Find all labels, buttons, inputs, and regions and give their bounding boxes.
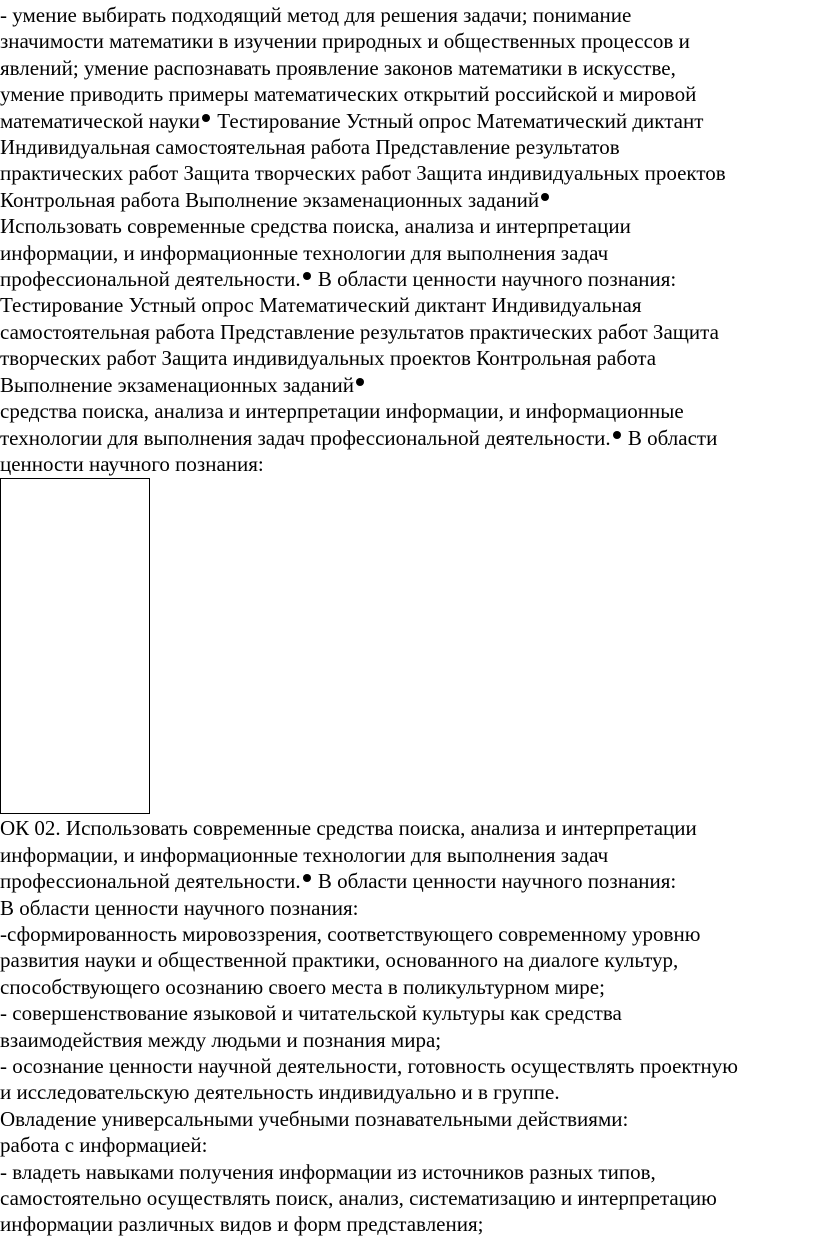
text-fragment: Тестирование Устный опрос Математический диктант bbox=[212, 108, 704, 133]
text-line: развития науки и общественной практики, основанного на диалоге культур, bbox=[0, 948, 679, 973]
text-line bbox=[0, 266, 816, 292]
text-line: явлений; умение распознавать проявление законов математики в искусстве, bbox=[0, 55, 676, 80]
text-line: творческих работ Защита индивидуальных проектов Контрольная работа bbox=[0, 346, 657, 371]
text-line: Овладение универсальными учебными познавательными действиями: bbox=[0, 1106, 629, 1131]
text-fragment: В области bbox=[622, 425, 718, 450]
text-line: самостоятельно осуществлять поиск, анализ, систематизацию и интерпретацию bbox=[0, 1186, 717, 1210]
text-fragment: профессиональной деятельности. bbox=[0, 267, 301, 292]
text-line: - владеть навыками получения информации из источников разных типов, bbox=[0, 1159, 656, 1184]
document-page bbox=[0, 2, 816, 1238]
text-line: информации, и информационные технологии для выполнения задач bbox=[0, 240, 609, 265]
text-fragment: профессиональной деятельности. bbox=[0, 869, 301, 894]
text-fragment: Контрольная работа Выполнение экзаменационных заданий bbox=[0, 187, 540, 212]
text-line: информации различных видов и форм представления; bbox=[0, 1212, 484, 1237]
bullet-icon bbox=[303, 874, 311, 882]
text-line bbox=[0, 868, 816, 894]
text-line: Использовать современные средства поиска, анализа и интерпретации bbox=[0, 214, 631, 239]
text-line bbox=[0, 187, 816, 213]
text-fragment: математической науки bbox=[0, 108, 201, 133]
text-line: самостоятельная работа Представление результатов практических работ Защита bbox=[0, 319, 719, 344]
text-line: - совершенствование языковой и читательской культуры как средства bbox=[0, 1001, 622, 1026]
text-line: - осознание ценности научной деятельности, готовность осуществлять проектную bbox=[0, 1053, 738, 1078]
text-fragment: В области ценности научного познания: bbox=[312, 267, 677, 292]
bullet-icon bbox=[541, 193, 549, 201]
text-line bbox=[0, 108, 816, 134]
text-line: средства поиска, анализа и интерпретации информации, и информационные bbox=[0, 399, 684, 424]
text-line: практических работ Защита творческих работ Защита индивидуальных проектов bbox=[0, 161, 726, 186]
paragraph-info-tools-fragment bbox=[0, 398, 816, 477]
text-line: ОК 02. Использовать современные средства поиска, анализа и интерпретации bbox=[0, 816, 697, 841]
text-line: Индивидуальная самостоятельная работа Представление результатов bbox=[0, 135, 620, 160]
text-line bbox=[0, 372, 816, 398]
text-line: информации, и информационные технологии для выполнения задач bbox=[0, 842, 609, 867]
text-line: В области ценности научного познания: bbox=[0, 895, 359, 920]
paragraph-ok02-details bbox=[0, 815, 816, 1238]
empty-table-cell bbox=[0, 478, 150, 814]
paragraph-ok02-info-tools bbox=[0, 213, 816, 398]
text-fragment: технологии для выполнения задач профессиональной деятельности. bbox=[0, 425, 611, 450]
text-line: - умение выбирать подходящий метод для решения задачи; понимание bbox=[0, 3, 632, 27]
bullet-icon bbox=[202, 114, 210, 122]
text-line: ценности научного познания: bbox=[0, 451, 264, 476]
text-line: взаимодействия между людьми и познания мира; bbox=[0, 1027, 442, 1052]
text-line: Тестирование Устный опрос Математический диктант Индивидуальная bbox=[0, 293, 642, 318]
text-fragment: В области ценности научного познания: bbox=[312, 869, 677, 894]
bullet-icon bbox=[356, 378, 364, 386]
paragraph-results-math-methods bbox=[0, 2, 816, 213]
bullet-icon bbox=[303, 272, 311, 280]
text-line bbox=[0, 425, 816, 451]
text-line: работа с информацией: bbox=[0, 1133, 208, 1158]
text-line: способствующего осознанию своего места в поликультурном мире; bbox=[0, 974, 605, 999]
bullet-icon bbox=[613, 431, 621, 439]
text-fragment: Выполнение экзаменационных заданий bbox=[0, 372, 355, 397]
text-line: -сформированность мировоззрения, соответствующего современному уровню bbox=[0, 921, 701, 946]
text-line: и исследовательскую деятельность индивидуально и в группе. bbox=[0, 1080, 560, 1105]
text-line: значимости математики в изучении природных и общественных процессов и bbox=[0, 29, 690, 54]
text-line: умение приводить примеры математических открытий российской и мировой bbox=[0, 82, 697, 107]
